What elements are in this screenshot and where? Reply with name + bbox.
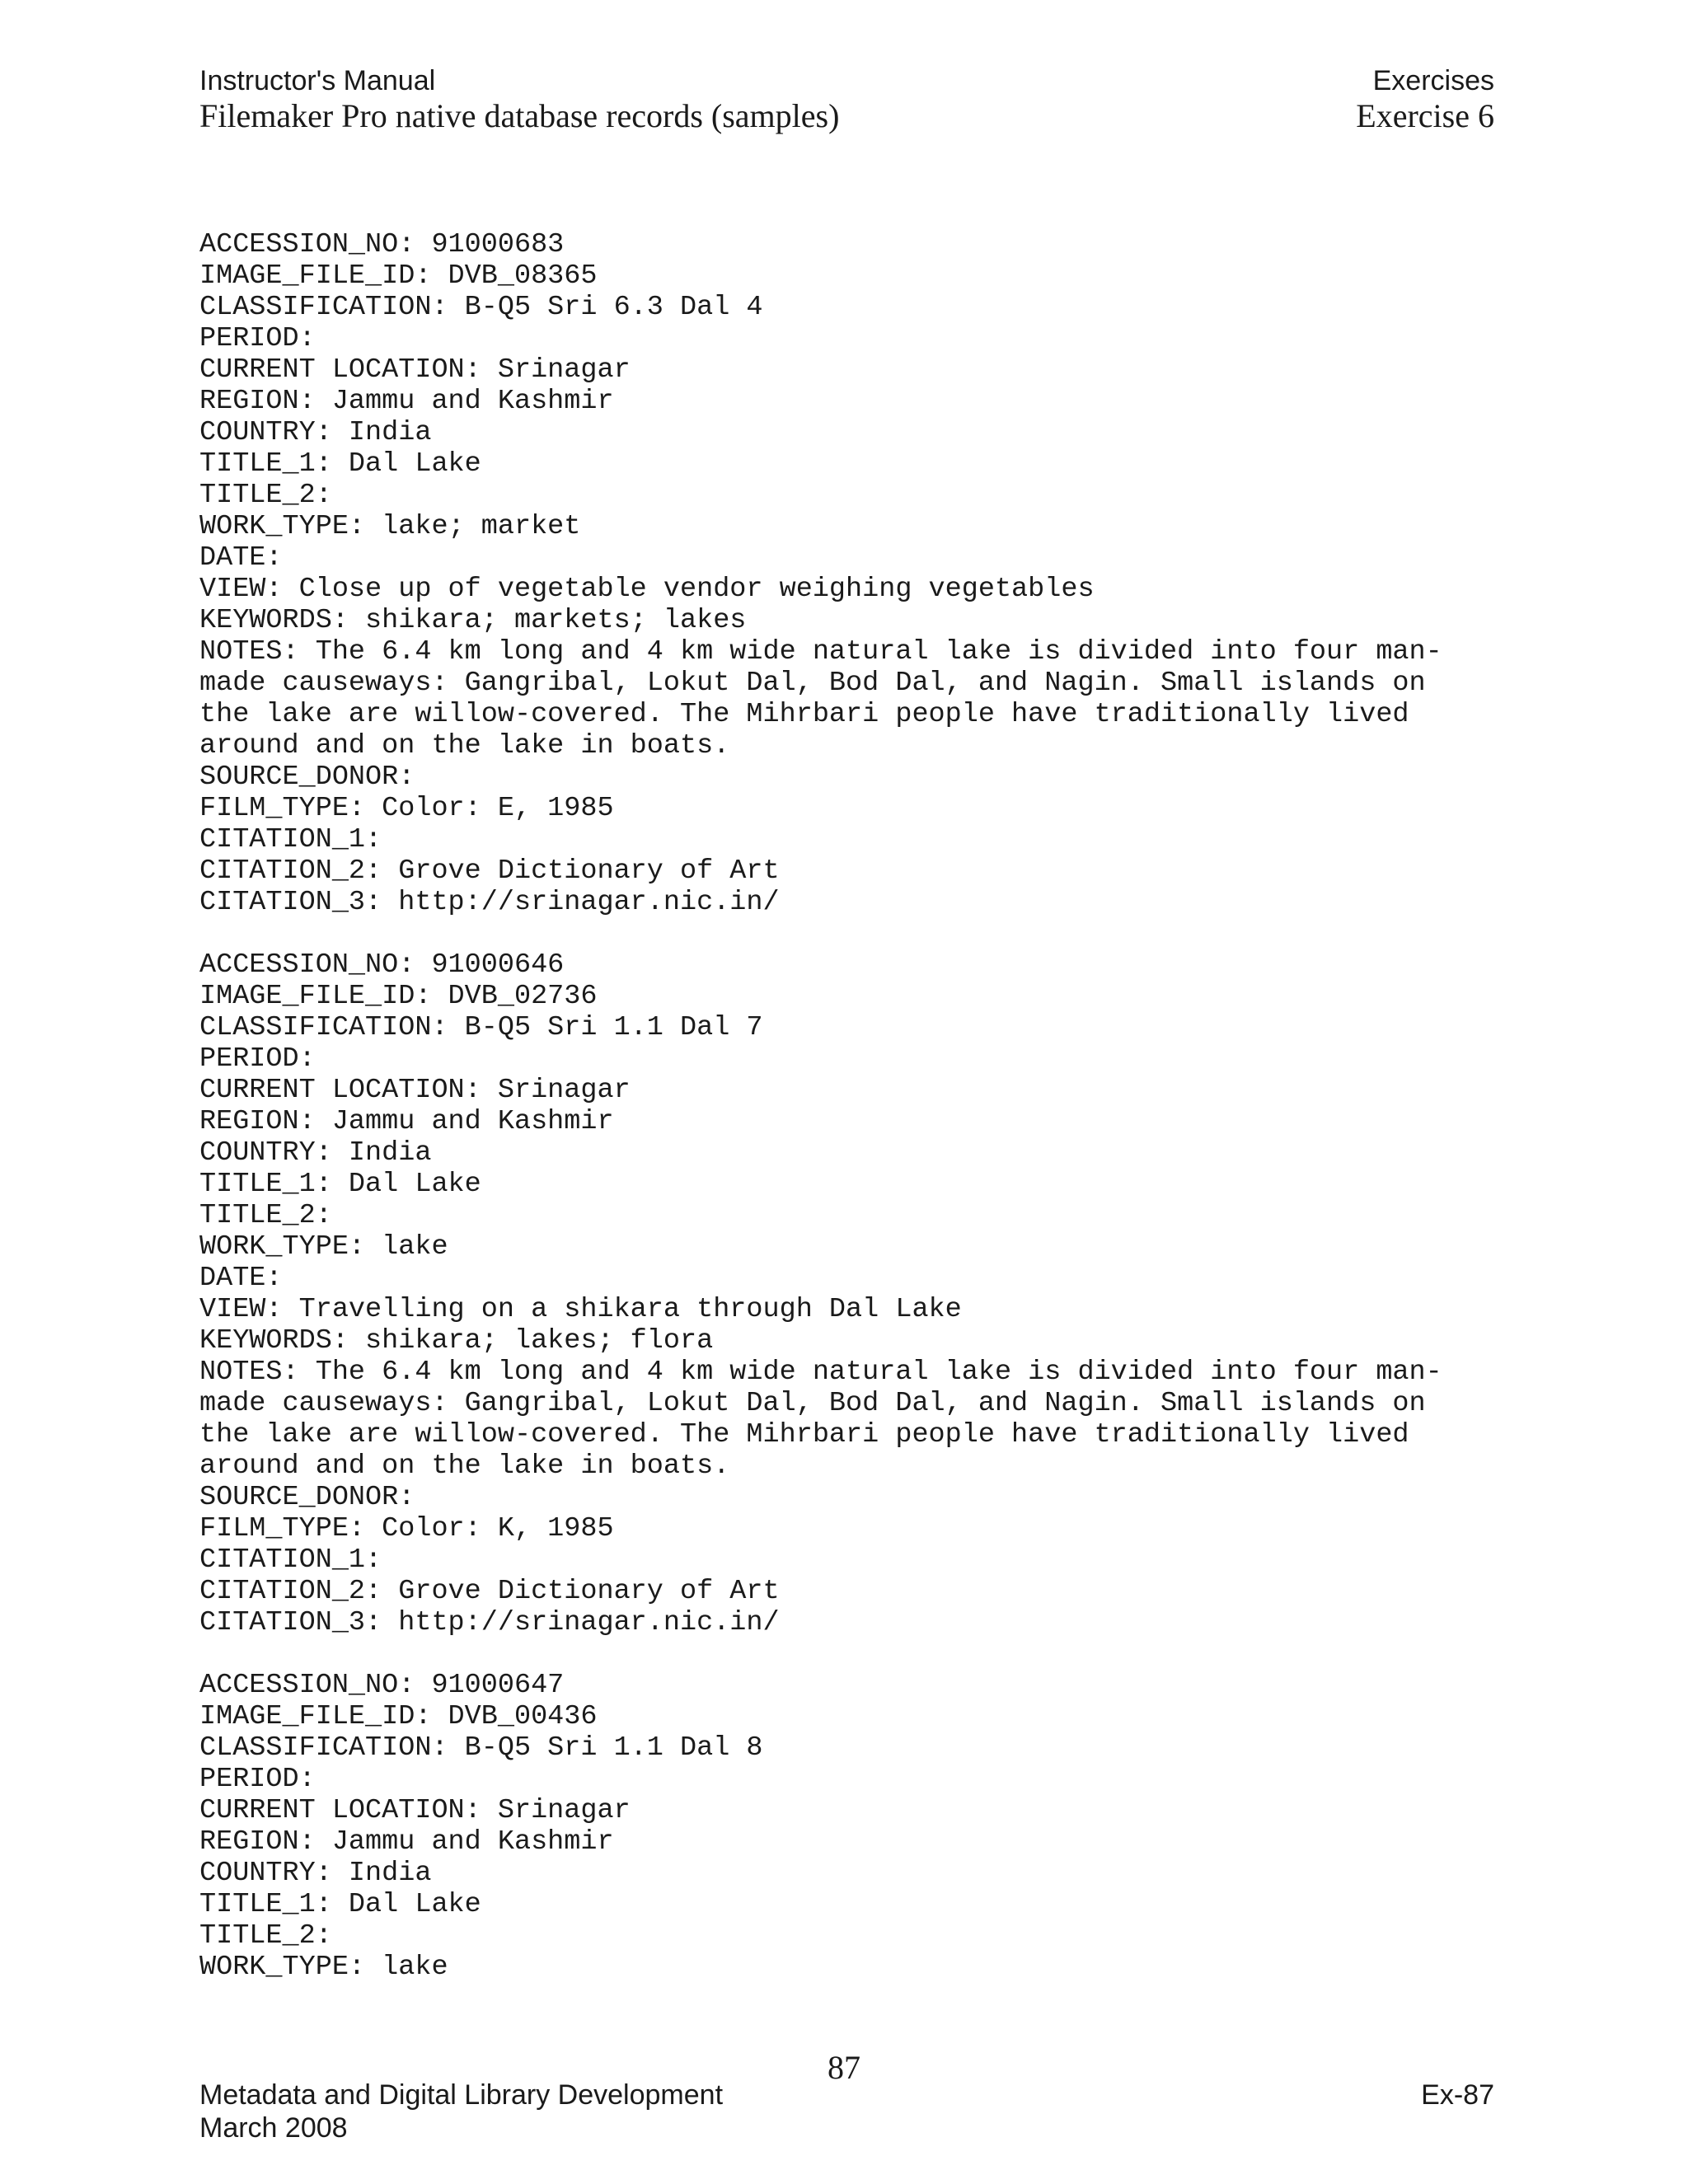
record-field-line: NOTES: The 6.4 km long and 4 km wide natural lake is divided into four man- xyxy=(199,1357,1442,1388)
page-title: Filemaker Pro native database records (samples) xyxy=(199,97,840,134)
database-record xyxy=(199,229,1518,918)
record-field-line: FILM_TYPE: Color: K, 1985 xyxy=(199,1513,614,1544)
record-field-line: FILM_TYPE: Color: E, 1985 xyxy=(199,793,614,824)
footer-page-code: Ex-87 xyxy=(1421,2079,1494,2111)
record-field-line: the lake are willow-covered. The Mihrbari people have traditionally lived xyxy=(199,699,1409,730)
record-field-line: CITATION_1: xyxy=(199,1544,382,1576)
record-field-line: TITLE_1: Dal Lake xyxy=(199,448,481,480)
record-field-line: REGION: Jammu and Kashmir xyxy=(199,1826,614,1858)
exercise-title: Exercise 6 xyxy=(1356,97,1494,134)
record-field-line: around and on the lake in boats. xyxy=(199,1451,730,1482)
record-field-line: DATE: xyxy=(199,542,283,574)
header-left xyxy=(199,64,839,135)
record-field-line: CLASSIFICATION: B-Q5 Sri 1.1 Dal 8 xyxy=(199,1732,763,1764)
database-record xyxy=(199,949,1518,1638)
record-field-line: WORK_TYPE: lake xyxy=(199,1952,448,1983)
footer-date: March 2008 xyxy=(199,2112,348,2144)
record-list xyxy=(199,229,1518,2014)
record-field-line: REGION: Jammu and Kashmir xyxy=(199,1106,614,1137)
record-field-line: REGION: Jammu and Kashmir xyxy=(199,386,614,417)
record-field-line: SOURCE_DONOR: xyxy=(199,762,415,793)
record-field-line: PERIOD: xyxy=(199,1043,316,1075)
record-field-line: COUNTRY: India xyxy=(199,1137,432,1169)
record-field-line: VIEW: Close up of vegetable vendor weighing vegetables xyxy=(199,574,1095,605)
record-field-line: CITATION_2: Grove Dictionary of Art xyxy=(199,1576,780,1607)
record-field-line: TITLE_1: Dal Lake xyxy=(199,1169,481,1200)
record-field-line: CURRENT LOCATION: Srinagar xyxy=(199,1075,631,1106)
record-field-line: WORK_TYPE: lake xyxy=(199,1231,448,1263)
record-field-line: COUNTRY: India xyxy=(199,417,432,448)
page-number: 87 xyxy=(828,2049,860,2086)
record-field-line: CURRENT LOCATION: Srinagar xyxy=(199,1795,631,1826)
section-label: Exercises xyxy=(1372,65,1494,96)
record-field-line: KEYWORDS: shikara; lakes; flora xyxy=(199,1325,714,1357)
footer-left xyxy=(199,2079,723,2144)
record-field-line: ACCESSION_NO: 91000683 xyxy=(199,229,565,260)
record-field-line: TITLE_2: xyxy=(199,1920,332,1952)
record-field-line: CITATION_2: Grove Dictionary of Art xyxy=(199,855,780,887)
record-field-line: ACCESSION_NO: 91000646 xyxy=(199,949,565,981)
record-field-line: KEYWORDS: shikara; markets; lakes xyxy=(199,605,747,636)
record-field-line: CLASSIFICATION: B-Q5 Sri 1.1 Dal 7 xyxy=(199,1012,763,1043)
record-field-line: ACCESSION_NO: 91000647 xyxy=(199,1670,565,1701)
record-field-line: WORK_TYPE: lake; market xyxy=(199,511,581,542)
record-field-line: around and on the lake in boats. xyxy=(199,730,730,762)
record-field-line: PERIOD: xyxy=(199,1764,316,1795)
record-field-line: TITLE_2: xyxy=(199,480,332,511)
record-field-line: SOURCE_DONOR: xyxy=(199,1482,415,1513)
record-field-line: CITATION_1: xyxy=(199,824,382,855)
record-field-line: IMAGE_FILE_ID: DVB_00436 xyxy=(199,1701,598,1732)
record-field-line: IMAGE_FILE_ID: DVB_08365 xyxy=(199,260,598,292)
database-record xyxy=(199,1670,1518,1983)
record-field-line: IMAGE_FILE_ID: DVB_02736 xyxy=(199,981,598,1012)
record-field-line: COUNTRY: India xyxy=(199,1858,432,1889)
manual-label: Instructor's Manual xyxy=(199,65,436,96)
record-field-line: made causeways: Gangribal, Lokut Dal, Bod Dal, and Nagin. Small islands on xyxy=(199,668,1426,699)
record-field-line: TITLE_1: Dal Lake xyxy=(199,1889,481,1920)
record-field-line: DATE: xyxy=(199,1263,283,1294)
record-field-line: the lake are willow-covered. The Mihrbari people have traditionally lived xyxy=(199,1419,1409,1451)
record-field-line: CITATION_3: http://srinagar.nic.in/ xyxy=(199,887,780,918)
record-field-line: NOTES: The 6.4 km long and 4 km wide natural lake is divided into four man- xyxy=(199,636,1442,668)
record-field-line: TITLE_2: xyxy=(199,1200,332,1231)
record-field-line: made causeways: Gangribal, Lokut Dal, Bod Dal, and Nagin. Small islands on xyxy=(199,1388,1426,1419)
record-field-line: CITATION_3: http://srinagar.nic.in/ xyxy=(199,1607,780,1638)
record-field-line: PERIOD: xyxy=(199,323,316,354)
record-field-line: CURRENT LOCATION: Srinagar xyxy=(199,354,631,386)
record-field-line: CLASSIFICATION: B-Q5 Sri 6.3 Dal 4 xyxy=(199,292,763,323)
footer-course-title: Metadata and Digital Library Development xyxy=(199,2079,724,2111)
header-right xyxy=(1356,64,1494,135)
record-field-line: VIEW: Travelling on a shikara through Dal Lake xyxy=(199,1294,962,1325)
